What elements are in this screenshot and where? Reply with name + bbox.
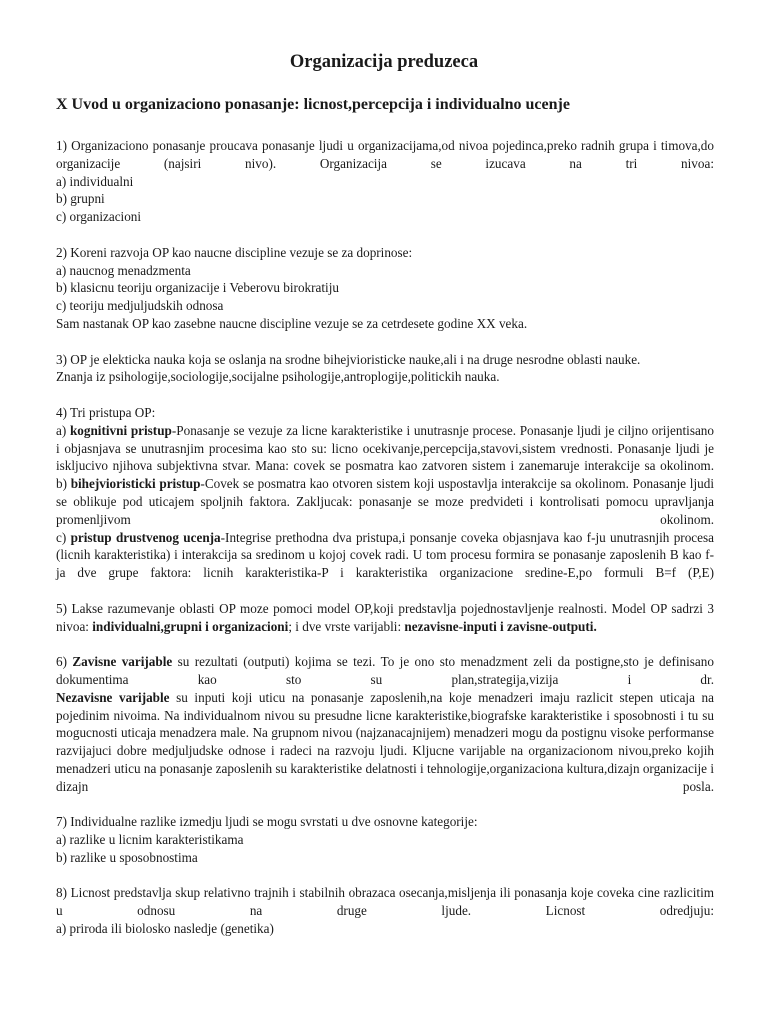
list-item: a) priroda ili biolosko nasledje (genetika) — [56, 921, 274, 937]
independent-variables-text: su inputi koji uticu na ponasanje zaposlenih,na koje menadzeri imaju razlicit stepen uticaja na pojedinim nivoima. Na individualnom nivou su presudne licne karakteristike,biografske karakteristike i sposobnosti i tu su mogucnosti uticaja menadzera male. Na grupnom nivou (najzanacajnijem) menadzeri mogu da postignu visoke performanse razvijajuci dobre medjuljudske odnose i radeci na razvoju ljudi. Kljucne varijable na organizacionom nivou,preko kojih menadzeri uticu na ponasanje zaposlenih su karakteristike delatnosti i tehnologije,organizaciona kultura,dizajn organizacije i dizajn posla. — [56, 689, 714, 794]
section-6 — [56, 653, 714, 795]
section-4 — [56, 404, 714, 582]
list-item: c) teoriju medjuljudskih odnosa — [56, 298, 224, 314]
variable-types: nezavisne-inputi i zavisne-outputi. — [404, 618, 597, 634]
dependent-variables-term: Zavisne varijable — [72, 654, 173, 670]
approach-b — [56, 475, 714, 528]
section-1-text: 1) Organizaciono ponasanje proucava ponasanje ljudi u organizacijama,od nivoa pojedinca,preko radnih grupa i timova,do organizacije (najsiri nivo). Organizacija se izucava na tri nivoa: — [56, 138, 714, 171]
section-3 — [56, 351, 714, 387]
list-item: a) naucnog menadzmenta — [56, 262, 191, 278]
model-levels: individualni,grupni i organizacioni — [92, 618, 289, 634]
dependent-variables-text: su rezultati (outputi) kojima se tezi. To je ono sto menadzment zeli da postigne,sto je definisano dokumentima kao sto su plan,strategija,vizija i dr. — [56, 654, 714, 687]
list-item: a) razlike u licnim karakteristikama — [56, 832, 244, 848]
section-4-heading: 4) Tri pristupa OP: — [56, 404, 156, 420]
section-5 — [56, 600, 714, 636]
approach-c-term: pristup drustvenog ucenja — [70, 529, 221, 545]
independent-variables — [56, 689, 714, 796]
section-7 — [56, 813, 714, 866]
section-3-note: Znanja iz psihologije,sociologije,socijalne psihologije,antroplogije,politickih nauka. — [56, 369, 500, 385]
section-5-text-2: ; i dve vrste varijabli: — [288, 618, 405, 634]
approach-b-term: bihejvioristicki pristup — [70, 476, 201, 492]
section-8 — [56, 884, 714, 937]
chapter-heading: X Uvod u organizaciono ponasanje: licnost,percepcija i individualno ucenje — [56, 96, 570, 113]
item-label: a) — [56, 422, 70, 438]
approach-a-text: -Ponasanje se vezuje za licne karakteristike i unutrasnje procese. Ponasanje ljudi je ciljno orijentisano i objasnjava se unutrasnjim procesima kao sto su: licno ocekivanje,percepcija,stavovi,sistem vrednosti. Ponasanje ljudi je iskljucivo njihova subjektivna stvar. Mana: covek se posmatra kao zatvoren sistem i zanemaruje interakcije sa okolinom. — [56, 422, 714, 474]
list-item: b) razlike u sposobnostima — [56, 849, 198, 865]
document-body — [56, 137, 714, 956]
section-2-text: 2) Koreni razvoja OP kao naucne discipline vezuje se za doprinose: — [56, 244, 413, 260]
item-label: 6) — [56, 654, 73, 670]
document-title: Organizacija preduzeca — [289, 52, 479, 72]
list-item: a) individualni — [56, 173, 134, 189]
section-3-text: 3) OP je elekticka nauka koja se oslanja na srodne bihejvioristicke nauke,ali i na druge nesrodne oblasti nauke. — [56, 351, 641, 367]
item-label: b) — [56, 476, 71, 492]
section-8-text: 8) Licnost predstavlja skup relativno trajnih i stabilnih obrazaca osecanja,misljenja ili ponasanja koje coveka cine razlicitim u odnosu na druge ljude. Licnost odredjuju: — [56, 885, 714, 919]
approach-a-term: kognitivni pristup — [69, 422, 172, 438]
approach-c — [56, 529, 714, 582]
list-item: b) grupni — [56, 191, 105, 207]
section-1 — [56, 137, 714, 226]
list-item: b) klasicnu teoriju organizacije i Veberovu birokratiju — [56, 280, 339, 296]
section-5-text: 5) Lakse razumevanje oblasti OP moze pomoci model OP,koji predstavlja pojednostavljenje realnosti. Model OP sadrzi 3 nivoa: — [56, 600, 714, 634]
section-2 — [56, 244, 714, 333]
item-label: c) — [56, 529, 71, 545]
approach-a — [56, 422, 714, 475]
section-2-note: Sam nastanak OP kao zasebne naucne discipline vezuje se za cetrdesete godine XX veka. — [56, 315, 528, 331]
approach-b-text: -Covek se posmatra kao otvoren sistem koji uspostavlja interakcije sa okolinom. Ponasanje ljudi se oblikuje pod uticajem spoljnih faktora. Zakljucak: ponasanje se moze predvideti i kontrolisati pomocu upravljanja promenljivom okolinom. — [56, 476, 714, 527]
section-7-text: 7) Individualne razlike izmedju ljudi se mogu svrstati u dve osnovne kategorije: — [56, 814, 478, 830]
list-item: c) organizacioni — [56, 209, 142, 225]
approach-c-text: -Integrise prethodna dva pristupa,i ponsanje coveka objasnjava kao f-ju unutrasnjih procesa (licnih karakteristika) i interakcija sa sredinom u kojoj covek radi. U tom procesu formira se ponasanje zaposlenih B kao f-ja dve grupe faktora: licnih karakteristika-P i karakteristika organizacione sredine-E,po formuli B=f (P,E) — [56, 529, 714, 581]
independent-variables-term: Nezavisne varijable — [56, 689, 170, 705]
dependent-variables — [56, 653, 714, 689]
